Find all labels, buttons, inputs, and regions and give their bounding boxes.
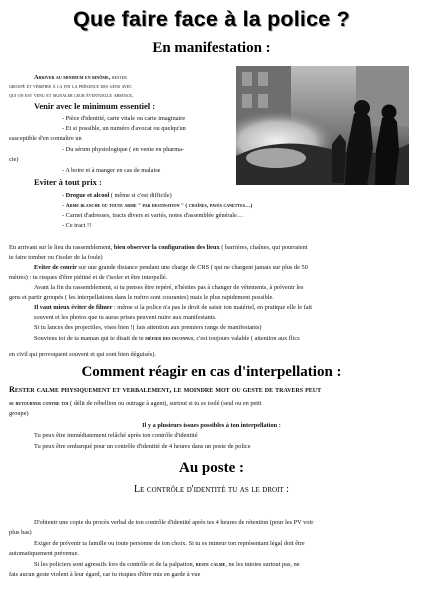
para-observe-1 <box>9 243 308 253</box>
avoid-item-1: - Drogue et alcool ( même si c'est difficile) <box>62 192 172 199</box>
para-bold: Eviter de courir <box>34 264 77 271</box>
avoid-item-4: - Ce tract !! <box>62 222 92 229</box>
para-observe-2: te faire tomber ou t'isoler de la foule) <box>9 254 103 261</box>
avoid-item-bold: Drogue et alcool <box>65 192 110 199</box>
para-clothes-1: Avant la fin du rassemblement, si tu penses être repéré, n'hésites pas à changer de vêtements, à prévenir les <box>34 284 304 291</box>
poste-p3-2: fais aucun geste violent à leur égard, car tu risques d'être mis en garde à vue <box>9 571 201 578</box>
minimum-colon: : <box>150 101 156 111</box>
poste-p1-2: plus bas) <box>9 529 32 536</box>
intro-line-2: groupé et vérifier à la fin la présence des gens avec <box>9 83 133 90</box>
minimum-item: - Et si possible, un numéro d'avocat ou quelqu'un <box>62 125 186 132</box>
protest-photo <box>236 66 409 185</box>
section-heading-poste: Au poste : <box>178 460 244 476</box>
para-text: En arrivant sur le lieu du rassemblement, <box>9 244 114 251</box>
interp-lead-2 <box>9 399 262 409</box>
poste-subheading: Le contrôle d'identité tu as le droit : <box>134 484 289 495</box>
issues-title: Il y a plusieurs issues possibles à ton interpellation : <box>142 422 281 429</box>
interp-lead-3: groupe) <box>9 410 29 417</box>
minimum-title: Venir avec le minimum essentiel <box>34 101 151 111</box>
para-strangers-2: en civil qui provoquent souvent et qui sont bien déguisés). <box>9 351 156 358</box>
interp-bold: se retourner contre toi <box>9 400 69 407</box>
avoid-item-bold: Arme blanche ou toute arme " par destination " ( chaînes, pavés canettes…) <box>65 203 253 209</box>
para-projectiles: Si tu lances des projectiles, vises bien !( fais attention aux premiers rangs de manifestants) <box>34 324 262 331</box>
para-text: ( barrières, chaînes, qui pourraient <box>219 244 308 251</box>
page-title: Que faire face à la police ? <box>73 7 350 31</box>
para-run-1 <box>34 263 308 273</box>
avoid-item-rest: Carnet d'adresses, tracts divers et variés, notes d'assemblée générale… <box>65 212 244 219</box>
interp-text: ( délit de rébellion ou outrage à agent), surtout si tu es isolé (seul ou en petit <box>68 400 262 407</box>
para-run-2: mètres) : tu risques d'être piétiné et de t'isoler et être interpellé. <box>9 274 168 281</box>
avoid-item-3: - Carnet d'adresses, tracts divers et variés, notes d'assemblée générale… <box>62 212 244 219</box>
intro-rest-1: rester <box>110 74 127 81</box>
minimum-item: - Du sérum physiologique ( en vente en pharma- <box>62 146 185 153</box>
poste-p3-1 <box>34 560 300 570</box>
para-film-2: souvent et les photos que tu auras prises peuvent nuire aux manifestants. <box>34 314 217 321</box>
intro-line-3: qui on est venu et signaler leur éventuelle absence. <box>9 92 134 99</box>
avoid-item-2: - Arme blanche ou toute arme " par destination " ( chaînes, pavés canettes…) <box>62 202 253 209</box>
avoid-title-row <box>34 177 102 187</box>
interp-lead-1: Rester calme physiquement et verbalement, le moindre mot ou geste de travers peut <box>9 385 322 394</box>
para-bold: méfier des inconnus <box>145 336 194 342</box>
poste-p1-1: D'obtenir une copie du procès verbal de ton contrôle d'identité après tes 4 heures de rétention (pour les PV voir <box>34 519 314 526</box>
section-heading-interpellation: Comment réagir en cas d'interpellation : <box>81 364 342 380</box>
para-film-1 <box>34 303 312 313</box>
section-heading-manifestation: En manifestation : <box>152 40 271 56</box>
poste-p2-2: automatiquement prévenue. <box>9 550 79 557</box>
minimum-item: - A boire et à manger en cas de malaise <box>62 167 161 174</box>
para-clothes-2: gens et partir groupés ( les interpellations dans le métro sont courantes) mais le plus rapidement possible. <box>9 294 274 301</box>
para-bold: Il vaut mieux éviter de filmer <box>34 304 113 311</box>
avoid-colon: : <box>96 177 102 187</box>
minimum-item: - Pièce d'identité, carte vitale ou carte imaginaire <box>62 115 186 122</box>
minimum-item: cie) <box>9 156 19 163</box>
avoid-title: Eviter à tout prix <box>34 177 97 187</box>
para-strangers-1 <box>34 334 300 345</box>
poste-p2-1: Exiger de prévenir ta famille ou toute personne de ton choix. Si tu es mineur ton représentant légal doit être <box>34 540 305 547</box>
para-text: , c'est toujours valable ( attention aux flics <box>193 335 300 342</box>
para-text: Souviens toi de ta maman qui te disait de te <box>34 335 146 342</box>
poste-text: Si les policiers sont agressifs lors du contrôle et de la palpation, <box>34 561 196 568</box>
avoid-item-rest: Ce tract !! <box>65 222 92 229</box>
minimum-item: susceptible d'en connaître un <box>9 135 82 142</box>
para-bold: bien observer la configuration des lieux <box>113 244 220 251</box>
issue-item: Tu peux être immédiatement relâché après ton contrôle d'identité <box>34 432 198 439</box>
para-text: : même si la police n'a pas le droit de saisir ton matériel, en pratique elle le fait <box>112 304 312 311</box>
poste-text: , ne les tutoies surtout pas, ne <box>225 561 300 568</box>
poste-bold: reste calme <box>195 561 226 568</box>
avoid-item-rest: ( même si c'est difficile) <box>109 192 172 199</box>
intro-bold: Arriver au minimum en binôme, <box>34 74 111 81</box>
para-text: sur une grande distance pendant une charge de CRS ( qui ne chargent jamais sur plus de 50 <box>76 264 308 271</box>
minimum-title-row <box>34 101 155 111</box>
issue-item: Tu peux être embarqué pour un contrôle d'identité de 4 heures dans un poste de police <box>34 443 251 450</box>
protest-photo-image <box>236 66 409 185</box>
